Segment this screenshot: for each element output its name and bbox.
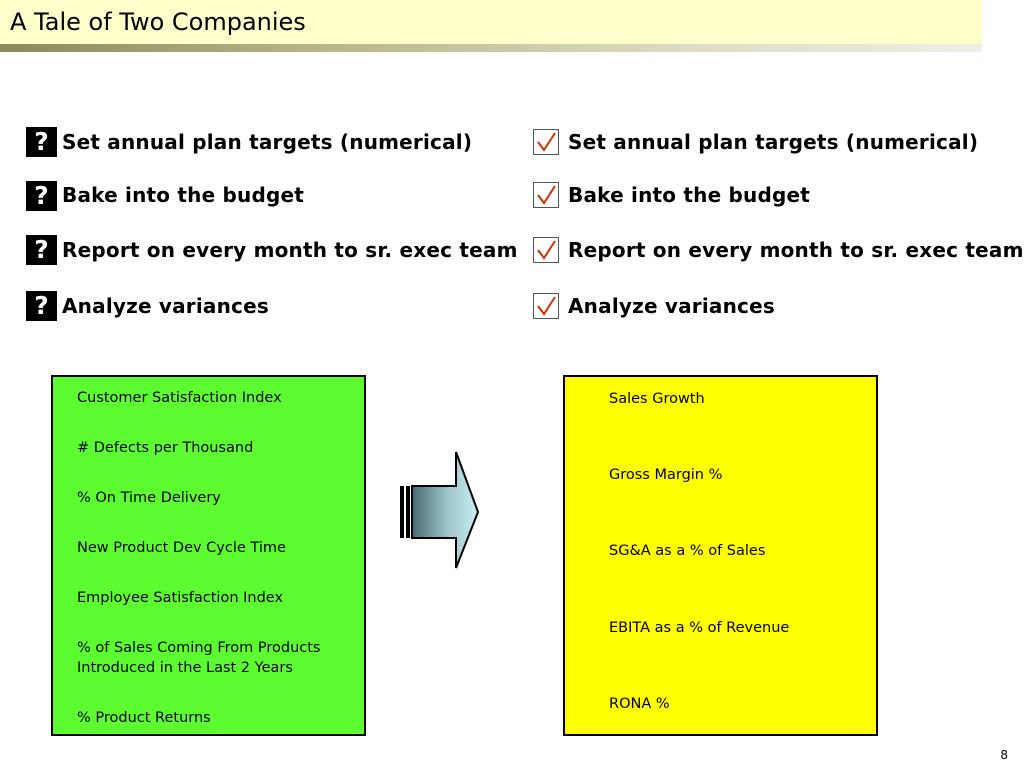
- metric-item: Employee Satisfaction Index: [77, 590, 284, 606]
- metric-item: % Product Returns: [77, 710, 211, 726]
- yellow-metrics-box: [563, 375, 878, 736]
- left-item-label: Set annual plan targets (numerical): [62, 130, 473, 154]
- checkmark-icon: [533, 182, 559, 208]
- title-underline: [0, 44, 982, 52]
- right-item-label: Set annual plan targets (numerical): [568, 130, 979, 154]
- title-bar: [0, 0, 982, 44]
- metric-item: Gross Margin %: [609, 467, 723, 483]
- metric-item: Customer Satisfaction Index: [77, 390, 282, 406]
- left-item-label: Report on every month to sr. exec team: [62, 238, 518, 262]
- right-item-label: Report on every month to sr. exec team: [568, 238, 1024, 262]
- metric-item: Sales Growth: [609, 391, 705, 407]
- metric-item: % of Sales Coming From Products Introduced in the Last 2 Years: [77, 640, 321, 676]
- checkmark-icon: [533, 293, 559, 319]
- right-item-label: Analyze variances: [568, 294, 775, 318]
- question-mark-icon: ?: [26, 291, 57, 321]
- metric-item: RONA %: [609, 696, 670, 712]
- metric-item: EBITA as a % of Revenue: [609, 620, 790, 636]
- metric-item: # Defects per Thousand: [77, 440, 254, 456]
- left-item-label: Bake into the budget: [62, 183, 305, 207]
- metric-item: % On Time Delivery: [77, 490, 221, 506]
- green-metrics-box: [51, 375, 366, 736]
- question-mark-icon: ?: [26, 235, 57, 265]
- checkmark-icon: [533, 129, 559, 155]
- metric-item: New Product Dev Cycle Time: [77, 540, 286, 556]
- left-item-label: Analyze variances: [62, 294, 269, 318]
- question-mark-icon: ?: [26, 181, 57, 211]
- slide-title: A Tale of Two Companies: [10, 8, 306, 36]
- page-number: 8: [1000, 748, 1008, 762]
- question-mark-icon: ?: [26, 127, 57, 157]
- right-item-label: Bake into the budget: [568, 183, 811, 207]
- right-arrow-icon: [398, 449, 480, 571]
- metric-item: SG&A as a % of Sales: [609, 543, 766, 559]
- checkmark-icon: [533, 237, 559, 263]
